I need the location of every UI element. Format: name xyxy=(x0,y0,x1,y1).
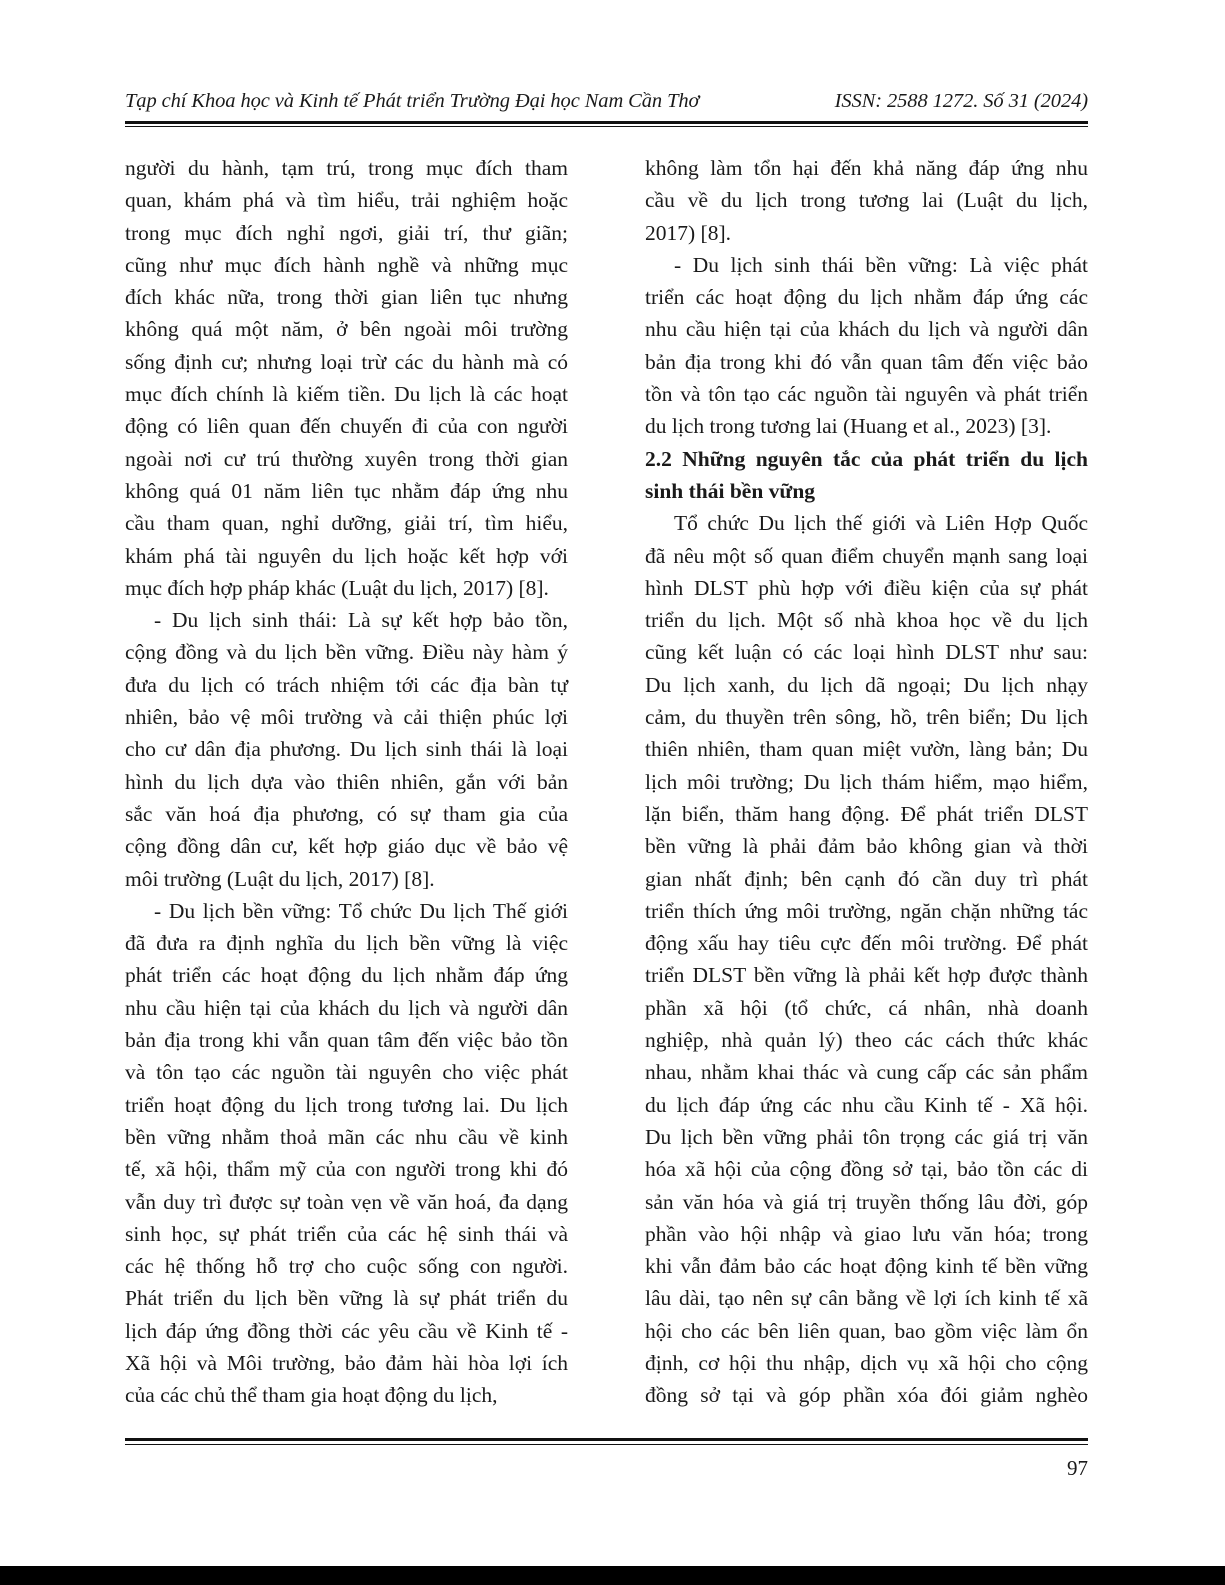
text-line: đích khác nữa, trong thời gian liên tục nhưng xyxy=(125,285,568,310)
text-line: triển du lịch. Một số nhà khoa học về du lịch xyxy=(645,608,1088,633)
text-line: cũng kết luận có các loại hình DLST như sau: xyxy=(645,640,1088,665)
text-line: sản văn hóa và giá trị truyền thống lâu đời, góp xyxy=(645,1189,1088,1214)
text-line: đưa du lịch có trách nhiệm tới các địa bàn tự xyxy=(125,672,568,697)
text-line: triển các hoạt động du lịch nhằm đáp ứng các xyxy=(645,285,1088,310)
text-line: Tổ chức Du lịch thế giới và Liên Hợp Quốc xyxy=(674,511,1088,536)
text-line: sinh học, sự phát triển của các hệ sinh thái và xyxy=(125,1221,568,1246)
text-line: hình DLST phù hợp với điều kiện của sự phát xyxy=(645,575,1088,600)
header-rule-thick xyxy=(125,121,1088,124)
text-line: các hệ thống hỗ trợ cho cuộc sống con người. xyxy=(125,1254,568,1279)
text-line: lịch đáp ứng đồng thời các yêu cầu về Kinh tế - xyxy=(125,1318,568,1343)
text-line: gian nhất định; bên cạnh đó cần duy trì phát xyxy=(645,866,1088,891)
text-line: sắc văn hoá địa phương, có sự tham gia của xyxy=(125,801,568,826)
text-line: định, cơ hội thu nhập, dịch vụ xã hội cho cộng xyxy=(645,1350,1088,1375)
text-line: hóa xã hội của cộng đồng sở tại, bảo tồn các di xyxy=(645,1157,1088,1182)
text-line: đã nêu một số quan điểm chuyển mạnh sang loại xyxy=(645,543,1088,568)
text-line: hình du lịch dựa vào thiên nhiên, gắn với bản xyxy=(125,769,568,794)
footer-rule-thin xyxy=(125,1444,1088,1445)
text-line: bản địa trong khi vẫn quan tâm đến việc bảo tồn xyxy=(125,1028,568,1053)
text-line: lặn biển, thăm hang động. Để phát triển DLST xyxy=(645,801,1088,826)
text-line: triển DLST bền vững là phải kết hợp được thành xyxy=(645,963,1088,988)
text-line: phát triển các hoạt động du lịch nhằm đáp ứng xyxy=(125,963,568,988)
text-line: Du lịch bền vững phải tôn trọng các giá trị văn xyxy=(645,1124,1088,1149)
page-number: 97 xyxy=(1067,1456,1088,1480)
text-line: khám phá tài nguyên du lịch hoặc kết hợp với xyxy=(125,543,568,568)
text-line: không quá 01 năm liên tục nhằm đáp ứng nhu xyxy=(125,478,568,503)
bottom-edge-bar xyxy=(0,1566,1225,1585)
text-line: - Du lịch sinh thái: Là sự kết hợp bảo tồn, xyxy=(154,608,568,633)
text-line: du lịch đáp ứng các nhu cầu Kinh tế - Xã hội. xyxy=(645,1092,1088,1117)
text-line: cầu tham quan, nghỉ dưỡng, giải trí, tìm hiểu, xyxy=(125,511,568,536)
text-line: 2017) [8]. xyxy=(645,220,731,245)
text-line: sống định cư; nhưng loại trừ các du hành mà có xyxy=(125,349,568,374)
text-line: cầu về du lịch trong tương lai (Luật du lịch, xyxy=(645,188,1088,213)
text-line: khi vẫn đảm bảo các hoạt động kinh tế bền vững xyxy=(645,1254,1088,1279)
text-line: hội cho các bên liên quan, bao gồm việc làm ổn xyxy=(645,1318,1088,1343)
text-line: lâu dài, tạo nên sự cân bằng về lợi ích kinh tế xã xyxy=(645,1286,1088,1311)
text-line: nghiệp, nhà quản lý) theo các cách thức khác xyxy=(645,1028,1088,1053)
text-line: của các chủ thể tham gia hoạt động du lịch, xyxy=(125,1383,498,1408)
text-line: cảm, du thuyền trên sông, hồ, trên biển; Du lịch xyxy=(645,705,1088,730)
text-line: tồn và tôn tạo các nguồn tài nguyên và phát triển xyxy=(645,382,1088,407)
header-rule-thin xyxy=(125,126,1088,127)
text-line: Du lịch xanh, du lịch dã ngoại; Du lịch nhạy xyxy=(645,672,1088,697)
text-line: bản địa trong khi đó vẫn quan tâm đến việc bảo xyxy=(645,349,1088,374)
text-line: lịch môi trường; Du lịch thám hiểm, mạo hiểm, xyxy=(645,769,1088,794)
journal-title: Tạp chí Khoa học và Kinh tế Phát triển Trường Đại học Nam Cần Thơ xyxy=(125,90,700,112)
text-line: thiên nhiên, tham quan miệt vườn, làng bản; Du xyxy=(645,737,1088,762)
text-line: cũng như mục đích hành nghề và những mục xyxy=(125,252,568,277)
text-line: du lịch trong tương lai (Huang et al., 2023) [3]. xyxy=(645,414,1052,439)
right-text-column xyxy=(645,152,1088,1412)
text-line: đã đưa ra định nghĩa du lịch bền vững là việc xyxy=(125,931,568,956)
issn-issue-info: ISSN: 2588 1272. Số 31 (2024) xyxy=(834,90,1088,112)
section-heading-line: 2.2 Những nguyên tắc của phát triển du lịch xyxy=(645,446,1088,471)
text-line: mục đích chính là kiếm tiền. Du lịch là các hoạt xyxy=(125,382,568,407)
text-line: mục đích hợp pháp khác (Luật du lịch, 2017) [8]. xyxy=(125,575,549,600)
left-text-column xyxy=(125,152,568,1412)
text-line: bền vững là phải đảm bảo không gian và thời xyxy=(645,834,1088,859)
text-line: triển thích ứng môi trường, ngăn chặn những tác xyxy=(645,898,1088,923)
text-line: nhiên, bảo vệ môi trường và cải thiện phúc lợi xyxy=(125,705,568,730)
text-line: - Du lịch sinh thái bền vững: Là việc phát xyxy=(674,252,1088,277)
text-line: vẫn duy trì được sự toàn vẹn về văn hoá, đa dạng xyxy=(125,1189,568,1214)
footer-rule-thick xyxy=(125,1438,1088,1441)
text-line: cộng đồng dân cư, kết hợp giáo dục về bảo vệ xyxy=(125,834,568,859)
text-line: đồng sở tại và góp phần xóa đói giảm nghèo xyxy=(645,1383,1088,1408)
text-line: động xấu hay tiêu cực đến môi trường. Để phát xyxy=(645,931,1088,956)
text-line: cộng đồng và du lịch bền vững. Điều này hàm ý xyxy=(125,640,568,665)
text-line: bền vững nhằm thoả mãn các nhu cầu về kinh xyxy=(125,1124,568,1149)
text-line: người du hành, tạm trú, trong mục đích tham xyxy=(125,156,568,180)
text-line: tế, xã hội, thẩm mỹ của con người trong khi đó xyxy=(125,1157,568,1182)
text-line: động có liên quan đến chuyến đi của con người xyxy=(125,414,568,439)
text-line: và tôn tạo các nguồn tài nguyên cho việc phát xyxy=(125,1060,568,1085)
text-line: quan, khám phá và tìm hiểu, trải nghiệm hoặc xyxy=(125,188,568,213)
text-line: trong mục đích nghỉ ngơi, giải trí, thư giãn; xyxy=(125,220,568,245)
text-line: phần xã hội (tổ chức, cá nhân, nhà doanh xyxy=(645,995,1088,1020)
text-line: cho cư dân địa phương. Du lịch sinh thái là loại xyxy=(125,737,568,762)
text-line: ngoài nơi cư trú thường xuyên trong thời gian xyxy=(125,446,568,471)
text-line: triển hoạt động du lịch trong tương lai. Du lịch xyxy=(125,1092,568,1117)
text-line: Phát triển du lịch bền vững là sự phát triển du xyxy=(125,1286,568,1311)
text-line: môi trường (Luật du lịch, 2017) [8]. xyxy=(125,866,435,891)
text-line: - Du lịch bền vững: Tổ chức Du lịch Thế giới xyxy=(154,898,568,923)
text-line: Xã hội và Môi trường, bảo đảm hài hòa lợi ích xyxy=(125,1350,568,1375)
section-heading-line: sinh thái bền vững xyxy=(645,478,816,503)
text-line: nhau, nhằm khai thác và cung cấp các sản phẩm xyxy=(645,1060,1088,1085)
text-line: nhu cầu hiện tại của khách du lịch và người dân xyxy=(125,995,568,1020)
text-line: nhu cầu hiện tại của khách du lịch và người dân xyxy=(645,317,1088,342)
text-line: không quá một năm, ở bên ngoài môi trường xyxy=(125,317,568,342)
text-line: không làm tổn hại đến khả năng đáp ứng nhu xyxy=(645,156,1088,180)
text-line: phần vào hội nhập và giao lưu văn hóa; trong xyxy=(645,1221,1088,1246)
